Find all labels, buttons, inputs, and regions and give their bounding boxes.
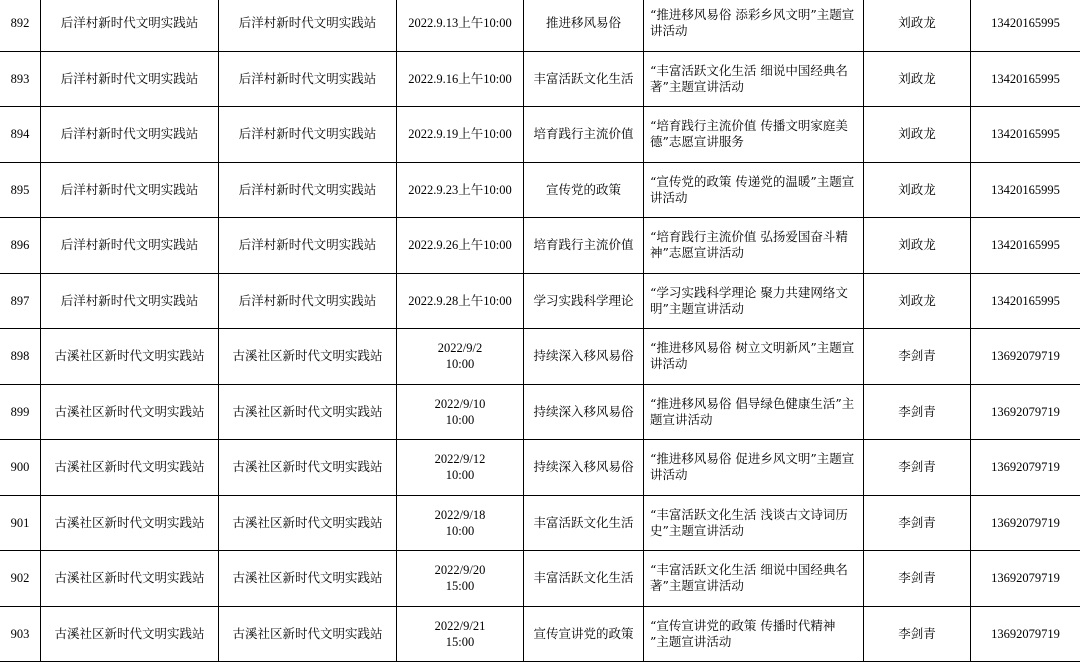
topic-cell: “推进移风易俗 倡导绿色健康生活”主题宣讲活动 xyxy=(644,384,864,440)
table-row xyxy=(0,273,1080,329)
row-number: 893 xyxy=(0,51,41,107)
organizer-cell: 古溪社区新时代文明实践站 xyxy=(41,495,219,551)
table-row xyxy=(0,551,1080,607)
contact-person-cell: 刘政龙 xyxy=(864,162,971,218)
topic-cell: “推进移风易俗 添彩乡风文明”主题宣讲活动 xyxy=(644,0,864,51)
phone-cell: 13692079719 xyxy=(971,329,1080,385)
topic-cell: “推进移风易俗 促进乡风文明”主题宣讲活动 xyxy=(644,440,864,496)
contact-person-cell: 李剑青 xyxy=(864,329,971,385)
category-cell: 宣传党的政策 xyxy=(524,162,644,218)
contact-person-cell: 刘政龙 xyxy=(864,218,971,274)
time-date: 2022/9/18 xyxy=(400,507,520,523)
time-hour: 15:00 xyxy=(400,634,520,650)
venue-cell: 古溪社区新时代文明实践站 xyxy=(219,384,397,440)
table-row xyxy=(0,606,1080,662)
phone-cell: 13420165995 xyxy=(971,51,1080,107)
table-row xyxy=(0,0,1080,51)
row-number: 896 xyxy=(0,218,41,274)
organizer-cell: 后洋村新时代文明实践站 xyxy=(41,0,219,51)
venue-cell: 古溪社区新时代文明实践站 xyxy=(219,440,397,496)
phone-cell: 13420165995 xyxy=(971,162,1080,218)
time-hour: 15:00 xyxy=(400,578,520,594)
category-cell: 培育践行主流价值 xyxy=(524,107,644,163)
row-number: 898 xyxy=(0,329,41,385)
time-cell xyxy=(397,551,524,607)
phone-cell: 13692079719 xyxy=(971,495,1080,551)
organizer-cell: 古溪社区新时代文明实践站 xyxy=(41,384,219,440)
contact-person-cell: 刘政龙 xyxy=(864,0,971,51)
table-row xyxy=(0,218,1080,274)
venue-cell: 古溪社区新时代文明实践站 xyxy=(219,329,397,385)
organizer-cell: 古溪社区新时代文明实践站 xyxy=(41,329,219,385)
phone-cell: 13420165995 xyxy=(971,0,1080,51)
table-row xyxy=(0,51,1080,107)
phone-cell: 13692079719 xyxy=(971,606,1080,662)
topic-cell: “推进移风易俗 树立文明新风”主题宣讲活动 xyxy=(644,329,864,385)
category-cell: 丰富活跃文化生活 xyxy=(524,495,644,551)
category-cell: 推进移风易俗 xyxy=(524,0,644,51)
phone-cell: 13692079719 xyxy=(971,551,1080,607)
category-cell: 持续深入移风易俗 xyxy=(524,440,644,496)
category-cell: 培育践行主流价值 xyxy=(524,218,644,274)
time-cell xyxy=(397,440,524,496)
time-date: 2022/9/10 xyxy=(400,396,520,412)
table-row xyxy=(0,440,1080,496)
row-number: 899 xyxy=(0,384,41,440)
time-cell: 2022.9.23上午10:00 xyxy=(397,162,524,218)
phone-cell: 13692079719 xyxy=(971,384,1080,440)
category-cell: 丰富活跃文化生活 xyxy=(524,551,644,607)
time-cell: 2022.9.13上午10:00 xyxy=(397,0,524,51)
contact-person-cell: 李剑青 xyxy=(864,384,971,440)
contact-person-cell: 刘政龙 xyxy=(864,107,971,163)
time-hour: 10:00 xyxy=(400,523,520,539)
time-cell xyxy=(397,329,524,385)
contact-person-cell: 李剑青 xyxy=(864,495,971,551)
time-hour: 10:00 xyxy=(400,356,520,372)
time-date: 2022/9/21 xyxy=(400,618,520,634)
venue-cell: 后洋村新时代文明实践站 xyxy=(219,107,397,163)
contact-person-cell: 李剑青 xyxy=(864,440,971,496)
row-number: 901 xyxy=(0,495,41,551)
venue-cell: 后洋村新时代文明实践站 xyxy=(219,218,397,274)
organizer-cell: 古溪社区新时代文明实践站 xyxy=(41,551,219,607)
topic-cell: “宣传党的政策 传递党的温暖”主题宣讲活动 xyxy=(644,162,864,218)
category-cell: 丰富活跃文化生活 xyxy=(524,51,644,107)
time-cell xyxy=(397,495,524,551)
row-number: 900 xyxy=(0,440,41,496)
table-row xyxy=(0,107,1080,163)
row-number: 894 xyxy=(0,107,41,163)
topic-cell: “培育践行主流价值 传播文明家庭美德”志愿宣讲服务 xyxy=(644,107,864,163)
venue-cell: 后洋村新时代文明实践站 xyxy=(219,273,397,329)
table-row xyxy=(0,329,1080,385)
time-date: 2022/9/20 xyxy=(400,562,520,578)
time-date: 2022/9/2 xyxy=(400,340,520,356)
topic-cell: “学习实践科学理论 聚力共建网络文明”主题宣讲活动 xyxy=(644,273,864,329)
table-row xyxy=(0,495,1080,551)
table-row xyxy=(0,384,1080,440)
contact-person-cell: 李剑青 xyxy=(864,606,971,662)
time-cell: 2022.9.28上午10:00 xyxy=(397,273,524,329)
organizer-cell: 后洋村新时代文明实践站 xyxy=(41,107,219,163)
category-cell: 持续深入移风易俗 xyxy=(524,384,644,440)
topic-cell: “丰富活跃文化生活 细说中国经典名著”主题宣讲活动 xyxy=(644,51,864,107)
phone-cell: 13420165995 xyxy=(971,107,1080,163)
organizer-cell: 后洋村新时代文明实践站 xyxy=(41,218,219,274)
phone-cell: 13420165995 xyxy=(971,273,1080,329)
organizer-cell: 古溪社区新时代文明实践站 xyxy=(41,440,219,496)
time-date: 2022/9/12 xyxy=(400,451,520,467)
venue-cell: 后洋村新时代文明实践站 xyxy=(219,162,397,218)
organizer-cell: 后洋村新时代文明实践站 xyxy=(41,162,219,218)
topic-cell: “丰富活跃文化生活 细说中国经典名著”主题宣讲活动 xyxy=(644,551,864,607)
category-cell: 学习实践科学理论 xyxy=(524,273,644,329)
time-cell xyxy=(397,606,524,662)
phone-cell: 13420165995 xyxy=(971,218,1080,274)
row-number: 902 xyxy=(0,551,41,607)
venue-cell: 后洋村新时代文明实践站 xyxy=(219,0,397,51)
venue-cell: 古溪社区新时代文明实践站 xyxy=(219,551,397,607)
time-cell xyxy=(397,384,524,440)
contact-person-cell: 李剑青 xyxy=(864,551,971,607)
organizer-cell: 古溪社区新时代文明实践站 xyxy=(41,606,219,662)
time-hour: 10:00 xyxy=(400,412,520,428)
venue-cell: 古溪社区新时代文明实践站 xyxy=(219,606,397,662)
time-cell: 2022.9.16上午10:00 xyxy=(397,51,524,107)
contact-person-cell: 刘政龙 xyxy=(864,51,971,107)
time-cell: 2022.9.19上午10:00 xyxy=(397,107,524,163)
venue-cell: 后洋村新时代文明实践站 xyxy=(219,51,397,107)
contact-person-cell: 刘政龙 xyxy=(864,273,971,329)
time-hour: 10:00 xyxy=(400,467,520,483)
venue-cell: 古溪社区新时代文明实践站 xyxy=(219,495,397,551)
phone-cell: 13692079719 xyxy=(971,440,1080,496)
organizer-cell: 后洋村新时代文明实践站 xyxy=(41,273,219,329)
category-cell: 宣传宣讲党的政策 xyxy=(524,606,644,662)
table-row xyxy=(0,162,1080,218)
organizer-cell: 后洋村新时代文明实践站 xyxy=(41,51,219,107)
row-number: 897 xyxy=(0,273,41,329)
row-number: 903 xyxy=(0,606,41,662)
topic-cell: “宣传宣讲党的政策 传播时代精神 ”主题宣讲活动 xyxy=(644,606,864,662)
row-number: 892 xyxy=(0,0,41,51)
topic-cell: “丰富活跃文化生活 浅谈古文诗词历史”主题宣讲活动 xyxy=(644,495,864,551)
topic-cell: “培育践行主流价值 弘扬爱国奋斗精神”志愿宣讲活动 xyxy=(644,218,864,274)
row-number: 895 xyxy=(0,162,41,218)
category-cell: 持续深入移风易俗 xyxy=(524,329,644,385)
time-cell: 2022.9.26上午10:00 xyxy=(397,218,524,274)
